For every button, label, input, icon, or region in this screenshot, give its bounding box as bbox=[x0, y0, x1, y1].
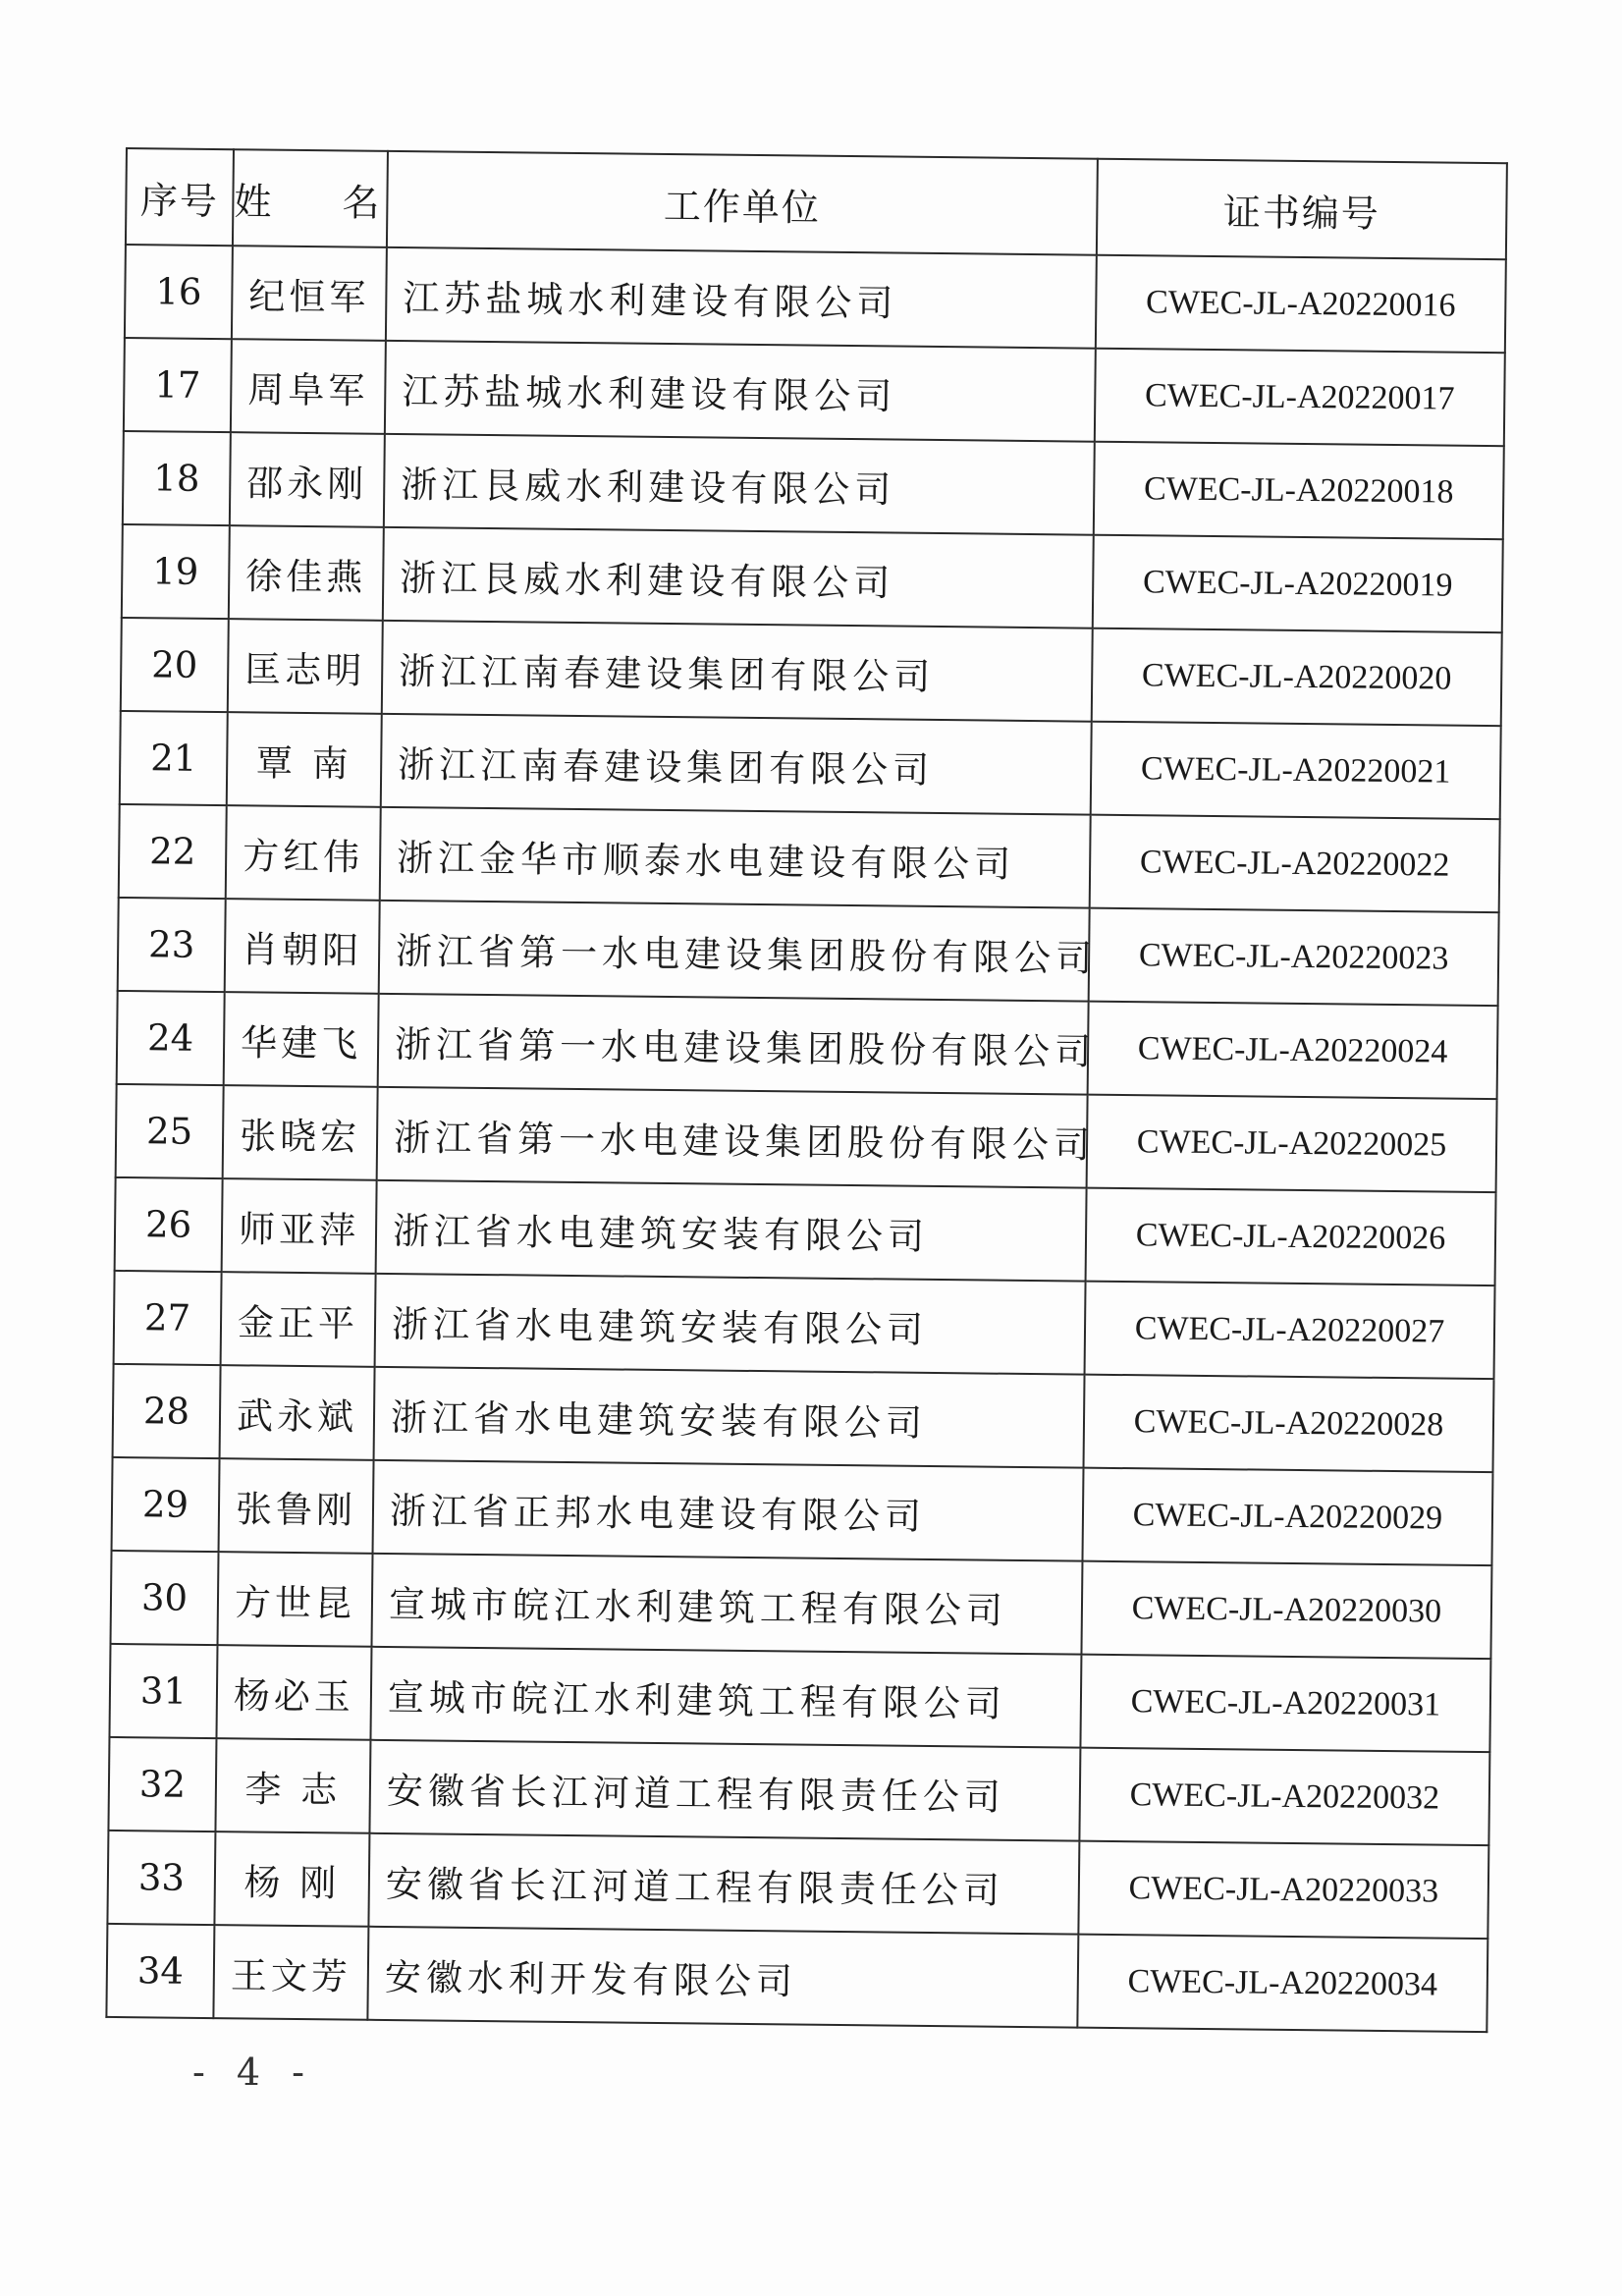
row-seq-cell: 22 bbox=[119, 804, 227, 899]
row-cert-cell: CWEC-JL-A20220033 bbox=[1078, 1841, 1488, 1940]
row-unit-cell: 浙江金华市顺泰水电建设有限公司 bbox=[380, 807, 1091, 908]
row-seq-cell: 20 bbox=[121, 618, 229, 712]
row-seq-cell: 26 bbox=[115, 1177, 223, 1272]
row-cert-cell: CWEC-JL-A20220023 bbox=[1089, 908, 1499, 1007]
table-row bbox=[114, 1271, 1495, 1379]
row-name-cell: 邵永刚 bbox=[230, 432, 385, 527]
row-name-cell: 张晓宏 bbox=[223, 1085, 378, 1180]
row-name-cell: 周阜军 bbox=[231, 339, 386, 434]
row-unit-cell: 浙江江南春建设集团有限公司 bbox=[381, 714, 1092, 815]
table-row bbox=[118, 898, 1499, 1006]
row-seq-cell: 19 bbox=[122, 524, 230, 619]
page-number: - 4 - bbox=[192, 2050, 315, 2094]
row-name-cell: 匡志明 bbox=[228, 619, 383, 714]
row-unit-cell: 浙江省水电建筑安装有限公司 bbox=[376, 1180, 1087, 1282]
row-name-cell: 方世昆 bbox=[218, 1552, 373, 1647]
row-cert-cell: CWEC-JL-A20220029 bbox=[1082, 1468, 1492, 1566]
row-cert-cell: CWEC-JL-A20220022 bbox=[1090, 815, 1500, 913]
row-name-cell: 纪恒军 bbox=[232, 246, 387, 341]
row-cert-cell: CWEC-JL-A20220021 bbox=[1091, 722, 1501, 820]
table-row bbox=[107, 1831, 1488, 1939]
row-seq-cell: 23 bbox=[118, 898, 226, 992]
row-cert-cell: CWEC-JL-A20220018 bbox=[1094, 442, 1504, 540]
table-row bbox=[111, 1551, 1492, 1659]
row-unit-cell: 宣城市皖江水利建筑工程有限公司 bbox=[371, 1554, 1082, 1655]
header-name: 姓 名 bbox=[233, 149, 388, 247]
row-seq-cell: 29 bbox=[112, 1457, 220, 1552]
row-name-cell: 覃 南 bbox=[227, 712, 382, 807]
row-seq-cell: 31 bbox=[109, 1644, 217, 1738]
row-seq-cell: 28 bbox=[113, 1364, 221, 1458]
row-seq-cell: 32 bbox=[108, 1737, 216, 1831]
row-cert-cell: CWEC-JL-A20220017 bbox=[1095, 349, 1505, 447]
row-cert-cell: CWEC-JL-A20220026 bbox=[1086, 1188, 1496, 1286]
row-unit-cell: 浙江省正邦水电建设有限公司 bbox=[373, 1460, 1084, 1561]
row-unit-cell: 浙江省第一水电建设集团股份有限公司 bbox=[379, 901, 1090, 1002]
row-name-cell: 王文芳 bbox=[213, 1925, 368, 2020]
table-row bbox=[109, 1644, 1490, 1752]
row-unit-cell: 安徽省长江河道工程有限责任公司 bbox=[368, 1833, 1079, 1935]
row-cert-cell: CWEC-JL-A20220016 bbox=[1096, 255, 1506, 354]
row-unit-cell: 江苏盐城水利建设有限公司 bbox=[386, 247, 1097, 349]
row-unit-cell: 浙江艮威水利建设有限公司 bbox=[384, 434, 1095, 535]
row-cert-cell: CWEC-JL-A20220020 bbox=[1092, 629, 1502, 727]
row-cert-cell: CWEC-JL-A20220028 bbox=[1084, 1375, 1494, 1473]
table-row bbox=[121, 618, 1502, 726]
row-unit-cell: 浙江省水电建筑安装有限公司 bbox=[374, 1367, 1085, 1468]
row-cert-cell: CWEC-JL-A20220025 bbox=[1087, 1095, 1497, 1193]
row-unit-cell: 浙江省第一水电建设集团股份有限公司 bbox=[377, 1087, 1088, 1188]
row-unit-cell: 安徽省长江河道工程有限责任公司 bbox=[369, 1740, 1080, 1841]
row-name-cell: 徐佳燕 bbox=[229, 525, 384, 621]
table-row bbox=[108, 1737, 1489, 1845]
row-name-cell: 方红伟 bbox=[226, 805, 381, 901]
row-name-cell: 张鲁刚 bbox=[219, 1458, 374, 1554]
row-cert-cell: CWEC-JL-A20220019 bbox=[1093, 535, 1503, 633]
row-cert-cell: CWEC-JL-A20220032 bbox=[1079, 1748, 1489, 1846]
row-unit-cell: 江苏盐城水利建设有限公司 bbox=[385, 341, 1096, 442]
table-row bbox=[120, 711, 1501, 819]
row-name-cell: 师亚萍 bbox=[222, 1178, 377, 1274]
row-seq-cell: 33 bbox=[107, 1831, 215, 1925]
table-header-row bbox=[126, 148, 1507, 259]
table-row bbox=[116, 1084, 1497, 1192]
row-unit-cell: 浙江省第一水电建设集团股份有限公司 bbox=[378, 994, 1089, 1095]
row-seq-cell: 21 bbox=[120, 711, 228, 805]
row-name-cell: 杨 刚 bbox=[214, 1831, 369, 1927]
header-seq: 序号 bbox=[126, 148, 234, 246]
row-unit-cell: 浙江江南春建设集团有限公司 bbox=[382, 621, 1093, 722]
row-unit-cell: 浙江艮威水利建设有限公司 bbox=[383, 527, 1094, 629]
row-name-cell: 华建飞 bbox=[224, 992, 379, 1087]
table-body bbox=[106, 245, 1505, 2032]
row-name-cell: 武永斌 bbox=[220, 1365, 375, 1460]
row-cert-cell: CWEC-JL-A20220027 bbox=[1085, 1282, 1495, 1380]
table-row bbox=[122, 524, 1503, 632]
certificate-roster-table bbox=[105, 147, 1508, 2033]
row-seq-cell: 30 bbox=[111, 1551, 219, 1645]
header-unit: 工作单位 bbox=[387, 151, 1098, 255]
row-seq-cell: 25 bbox=[116, 1084, 224, 1178]
table-row bbox=[119, 804, 1500, 912]
row-seq-cell: 24 bbox=[117, 991, 225, 1085]
table-row bbox=[115, 1177, 1496, 1285]
row-cert-cell: CWEC-JL-A20220024 bbox=[1088, 1002, 1498, 1100]
row-unit-cell: 浙江省水电建筑安装有限公司 bbox=[375, 1274, 1086, 1375]
table-row bbox=[123, 431, 1504, 539]
row-seq-cell: 27 bbox=[114, 1271, 222, 1365]
header-cert: 证书编号 bbox=[1097, 159, 1507, 260]
table-row bbox=[125, 245, 1506, 353]
table-row bbox=[117, 991, 1498, 1099]
row-name-cell: 杨必玉 bbox=[216, 1645, 371, 1740]
row-cert-cell: CWEC-JL-A20220030 bbox=[1081, 1561, 1491, 1660]
row-name-cell: 肖朝阳 bbox=[225, 899, 380, 994]
table-row bbox=[106, 1924, 1487, 2032]
table-row bbox=[112, 1457, 1493, 1565]
row-cert-cell: CWEC-JL-A20220031 bbox=[1080, 1655, 1490, 1753]
table-row bbox=[113, 1364, 1494, 1472]
row-unit-cell: 安徽水利开发有限公司 bbox=[367, 1927, 1078, 2028]
row-name-cell: 李 志 bbox=[215, 1738, 370, 1833]
row-name-cell: 金正平 bbox=[221, 1272, 376, 1367]
row-seq-cell: 17 bbox=[124, 338, 232, 432]
row-seq-cell: 18 bbox=[123, 431, 231, 525]
row-unit-cell: 宣城市皖江水利建筑工程有限公司 bbox=[370, 1647, 1081, 1748]
row-seq-cell: 16 bbox=[125, 245, 233, 339]
row-seq-cell: 34 bbox=[106, 1924, 214, 2018]
table-row bbox=[124, 338, 1505, 446]
row-cert-cell: CWEC-JL-A20220034 bbox=[1077, 1935, 1487, 2033]
